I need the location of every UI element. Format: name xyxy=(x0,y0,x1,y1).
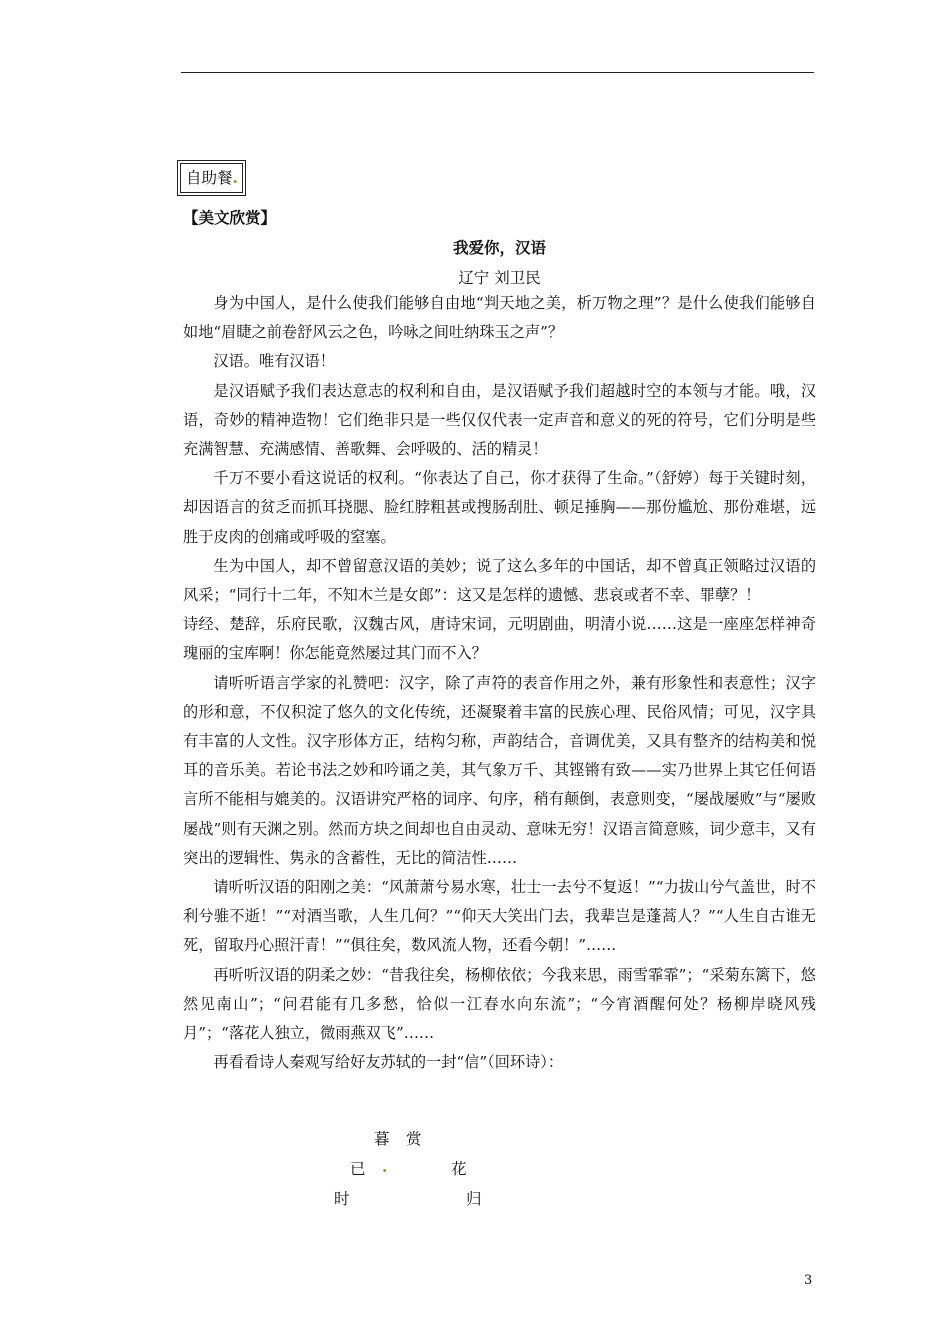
poem-char: 归 xyxy=(466,1190,482,1208)
paragraph: 再听听汉语的阴柔之妙：“昔我往矣，杨柳依依；今我来思，雨雪霏霏”；“采菊东篱下，悠然见南山”；“问君能有几多愁，恰似一江春水向东流”；“今宵酒醒何处？杨柳岸晓风残月”；“落花人独立，微雨燕双飞”…… xyxy=(183,965,816,1043)
paragraph: 千万不要小看这说话的权利。“你表达了自己，你才获得了生命。”（舒婷）每于关键时刻，却因语言的贫乏而抓耳挠腮、脸红脖粗甚或搜肠刮肚、顿足捶胸——那份尴尬、那份难堪，远胜于皮肉的创痛或呼吸的窒塞。 xyxy=(183,469,816,546)
paragraph: 再看看诗人秦观写给好友苏轼的一封“信”（回环诗）： xyxy=(213,1053,564,1072)
header-label-box xyxy=(180,163,243,193)
poem-char: 已 xyxy=(350,1160,366,1178)
poem-char: 赏 xyxy=(406,1130,422,1148)
poem-char: 暮 xyxy=(374,1130,390,1148)
header-label: 自助餐 xyxy=(186,169,233,187)
article-author: 辽宁 刘卫民 xyxy=(458,269,541,287)
poem-dot: . xyxy=(382,1157,388,1176)
paragraph: 汉语。唯有汉语！ xyxy=(213,352,335,371)
article-title: 我爱你，汉语 xyxy=(452,239,546,257)
paragraph: 生为中国人，却不曾留意汉语的美妙；说了这么多年的中国话，却不曾真正领略过汉语的风采；“同行十二年，不知木兰是女郎”：这又是怎样的遗憾、悲哀或者不幸、罪孽？！ xyxy=(183,556,816,605)
section-title: 【美文欣赏】 xyxy=(183,209,277,227)
header-label-dot: . xyxy=(232,168,238,187)
header-rule xyxy=(181,72,814,73)
poem-char: 时 xyxy=(334,1190,350,1208)
paragraph: 请听听汉语的阳刚之美：“风萧萧兮易水寒，壮士一去兮不复返！”“力拔山兮气盖世，时不利兮骓不逝！”“对酒当歌，人生几何？”“仰天大笑出门去，我辈岂是蓬蒿人？”“人生自古谁无死，留取丹心照汗青！”“俱往矣，数风流人物，还看今朝！”…… xyxy=(183,878,816,955)
page-number: 3 xyxy=(804,1273,813,1288)
paragraph: 诗经、楚辞，乐府民歌，汉魏古风，唐诗宋词，元明剧曲，明清小说……这是一座座怎样神奇瑰丽的宝库啊！你怎能竟然屡过其门而不入？ xyxy=(183,615,816,663)
poem-char: 花 xyxy=(451,1160,467,1178)
paragraph: 请听听语言学家的礼赞吧：汉字，除了声符的表音作用之外，兼有形象性和表意性；汉字的形和意，不仅积淀了悠久的文化传统，还凝聚着丰富的民族心理、民俗风情；可见，汉字具有丰富的人文性。汉字形体方正，结构匀称，声韵结合，音调优美，又具有整齐的结构美和悦耳的音乐美。若论书法之妙和吟诵之美，其气象万千、其铿锵有致——实乃世界上其它任何语言所不能相与媲美的。汉语讲究严格的词序、句序，稍有颠倒，表意则变，“屡战屡败”与“屡败屡战”则有天渊之别。然而方块之间却也自由灵动、意味无穷！汉语言简意赅，词少意丰，又有突出的逻辑性、隽永的含蓄性，无比的简洁性…… xyxy=(183,673,816,867)
paragraph: 是汉语赋予我们表达意志的权利和自由，是汉语赋予我们超越时空的本领与才能。哦，汉语，奇妙的精神造物！它们绝非只是一些仅仅代表一定声音和意义的死的符号，它们分明是些充满智慧、充满感情、善歌舞、会呼吸的、活的精灵！ xyxy=(183,381,816,459)
article-body xyxy=(183,289,816,1077)
paragraph: 身为中国人，是什么使我们能够自由地“判天地之美，析万物之理”？是什么使我们能够自如地“眉睫之前卷舒风云之色，吟咏之间吐纳珠玉之声”？ xyxy=(183,294,816,342)
